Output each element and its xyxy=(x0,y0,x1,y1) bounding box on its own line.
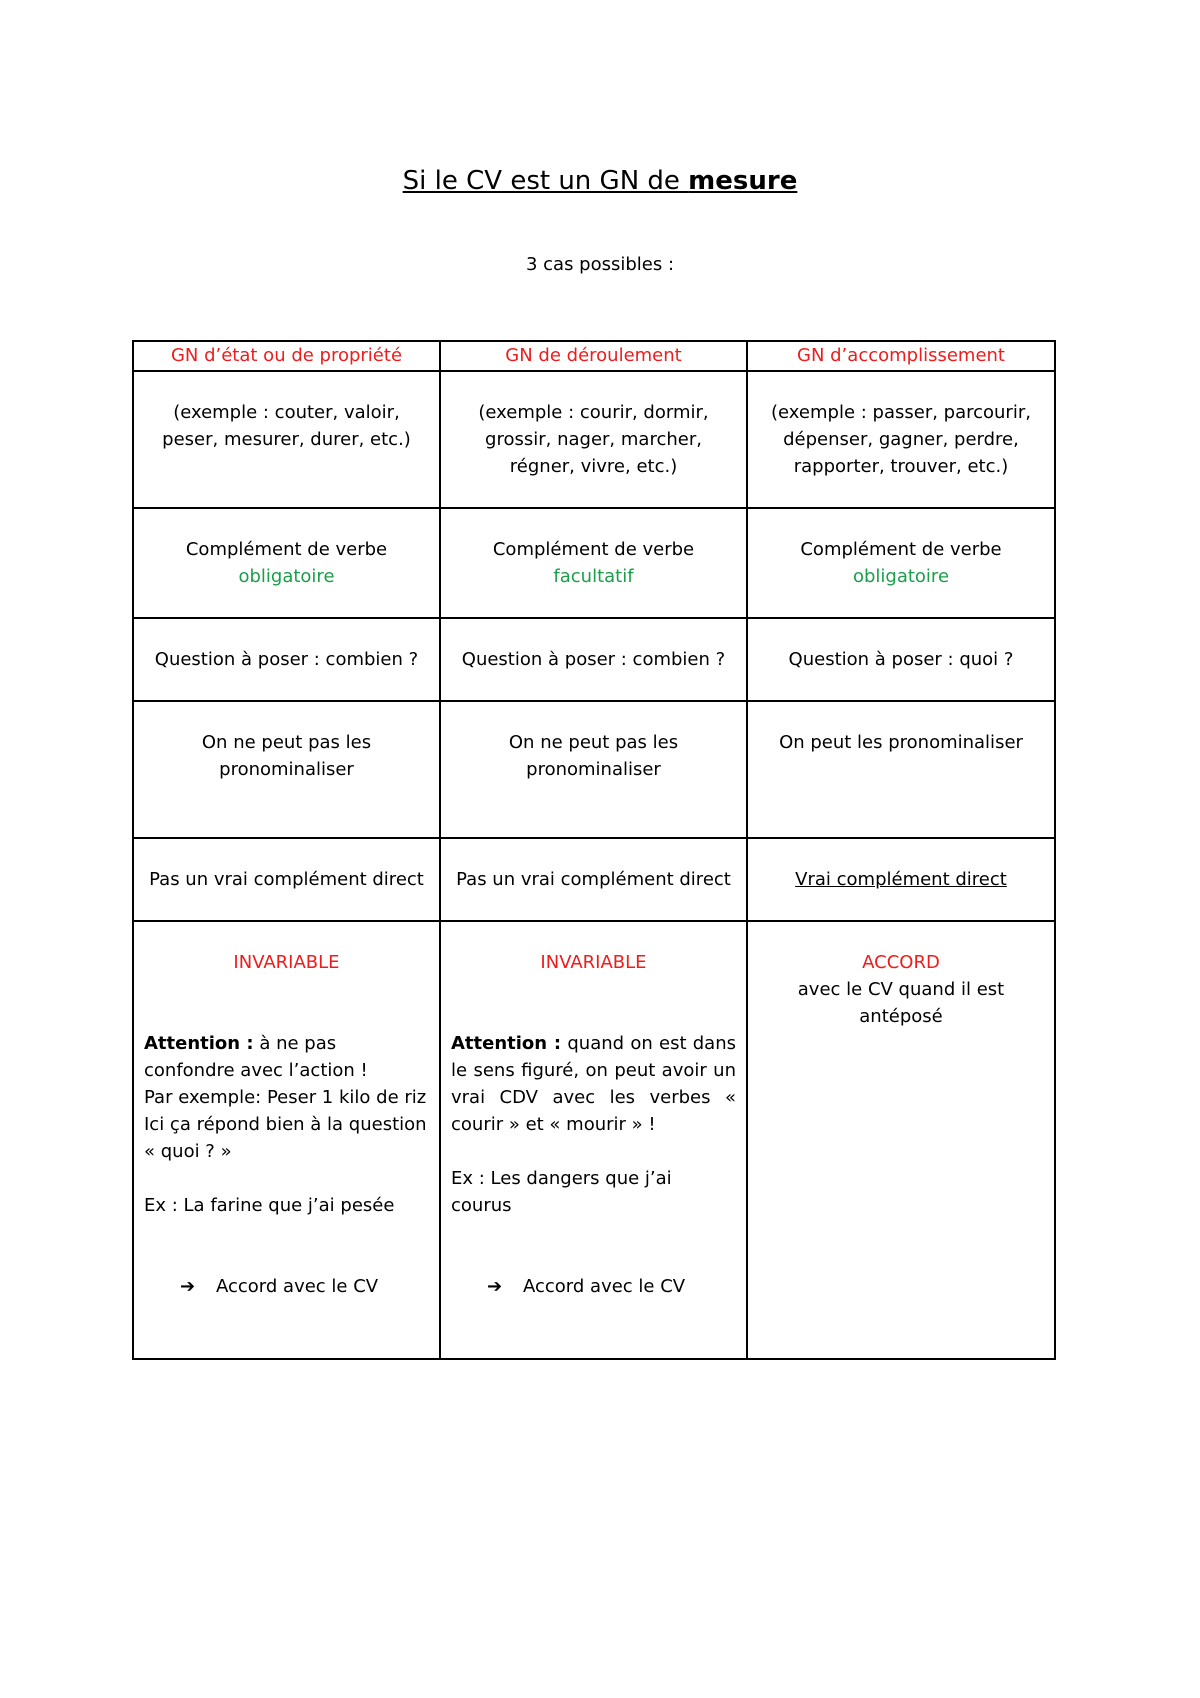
question-cell xyxy=(133,618,440,701)
complement-label: Complément de verbe xyxy=(185,539,388,560)
page-title xyxy=(0,166,1200,196)
examples-row xyxy=(133,371,1055,508)
pronominalise-text: On ne peut pas les pronominaliser xyxy=(201,732,372,780)
header-row xyxy=(133,341,1055,371)
complement-value: obligatoire xyxy=(852,566,950,587)
accord-cell xyxy=(133,921,440,1359)
complement-label: Complément de verbe xyxy=(800,539,1002,560)
accord-row xyxy=(133,921,1055,1359)
comparison-table xyxy=(132,340,1056,1360)
complement-cell xyxy=(133,508,440,618)
arrow-right-icon: ➔ xyxy=(487,1276,503,1297)
complement-direct-text: Pas un vrai complément direct xyxy=(149,869,424,890)
accord-cell xyxy=(440,921,747,1359)
complement-value: facultatif xyxy=(553,566,634,587)
accord-text: avec le CV quand il est antéposé xyxy=(797,979,1005,1027)
header-cell-deroulement: GN de déroulement xyxy=(440,341,747,371)
pronominalise-row xyxy=(133,701,1055,838)
accord-conclusion: Accord avec le CV xyxy=(216,1276,379,1297)
example-text: (exemple : couter, valoir, peser, mesurer, durer, etc.) xyxy=(162,402,411,450)
complement-cell xyxy=(747,508,1055,618)
accord-conclusion: Accord avec le CV xyxy=(523,1276,686,1297)
accord-example: Ex : Les dangers que j’ai courus xyxy=(451,1168,672,1216)
example-cell xyxy=(747,371,1055,508)
attention-label: Attention : xyxy=(451,1033,562,1054)
example-cell xyxy=(133,371,440,508)
arrow-right-icon: ➔ xyxy=(180,1276,196,1297)
complement-direct-cell xyxy=(440,838,747,921)
attention-line: Par exemple: Peser 1 kilo de riz xyxy=(144,1087,427,1108)
title-emphasis: mesure xyxy=(688,166,798,196)
question-cell xyxy=(440,618,747,701)
pronominalise-text: On peut les pronominaliser xyxy=(779,732,1023,753)
accord-cell xyxy=(747,921,1055,1359)
accord-status: ACCORD xyxy=(862,952,940,973)
header-cell-etat: GN d’état ou de propriété xyxy=(133,341,440,371)
question-text: Question à poser : quoi ? xyxy=(788,649,1014,670)
example-text: (exemple : passer, parcourir, dépenser, gagner, perdre, rapporter, trouver, etc.) xyxy=(771,402,1031,477)
complement-direct-cell xyxy=(747,838,1055,921)
question-row xyxy=(133,618,1055,701)
complement-direct-text: Vrai complément direct xyxy=(795,869,1007,890)
example-cell xyxy=(440,371,747,508)
complement-direct-row xyxy=(133,838,1055,921)
pronominalise-cell xyxy=(747,701,1055,838)
complement-value: obligatoire xyxy=(238,566,335,587)
pronominalise-cell xyxy=(440,701,747,838)
pronominalise-cell xyxy=(133,701,440,838)
accord-status: INVARIABLE xyxy=(540,952,647,973)
title-text: Si le CV est un GN de xyxy=(402,166,689,196)
complement-row xyxy=(133,508,1055,618)
accord-example: Ex : La farine que j’ai pesée xyxy=(144,1195,395,1216)
pronominalise-text: On ne peut pas les pronominaliser xyxy=(508,732,679,780)
question-text: Question à poser : combien ? xyxy=(154,649,419,670)
attention-text: à ne pas confondre avec l’action ! xyxy=(144,1033,368,1081)
question-text: Question à poser : combien ? xyxy=(461,649,726,670)
example-text: (exemple : courir, dormir, grossir, nager, marcher, régner, vivre, etc.) xyxy=(478,402,709,477)
accord-status: INVARIABLE xyxy=(233,952,340,973)
complement-label: Complément de verbe xyxy=(492,539,695,560)
subtitle: 3 cas possibles : xyxy=(525,254,675,275)
attention-note xyxy=(144,1030,429,1084)
header-cell-accomplissement: GN d’accomplissement xyxy=(747,341,1055,371)
attention-text: quand on est dans le sens figuré, on peut avoir un vrai CDV avec les verbes « courir » et « mourir » ! xyxy=(451,1033,736,1135)
complement-direct-cell xyxy=(133,838,440,921)
question-cell xyxy=(747,618,1055,701)
attention-line: Ici ça répond bien à la question « quoi ? » xyxy=(144,1114,427,1162)
attention-note xyxy=(451,1030,736,1138)
complement-cell xyxy=(440,508,747,618)
complement-direct-text: Pas un vrai complément direct xyxy=(456,869,731,890)
attention-label: Attention : xyxy=(144,1033,254,1054)
